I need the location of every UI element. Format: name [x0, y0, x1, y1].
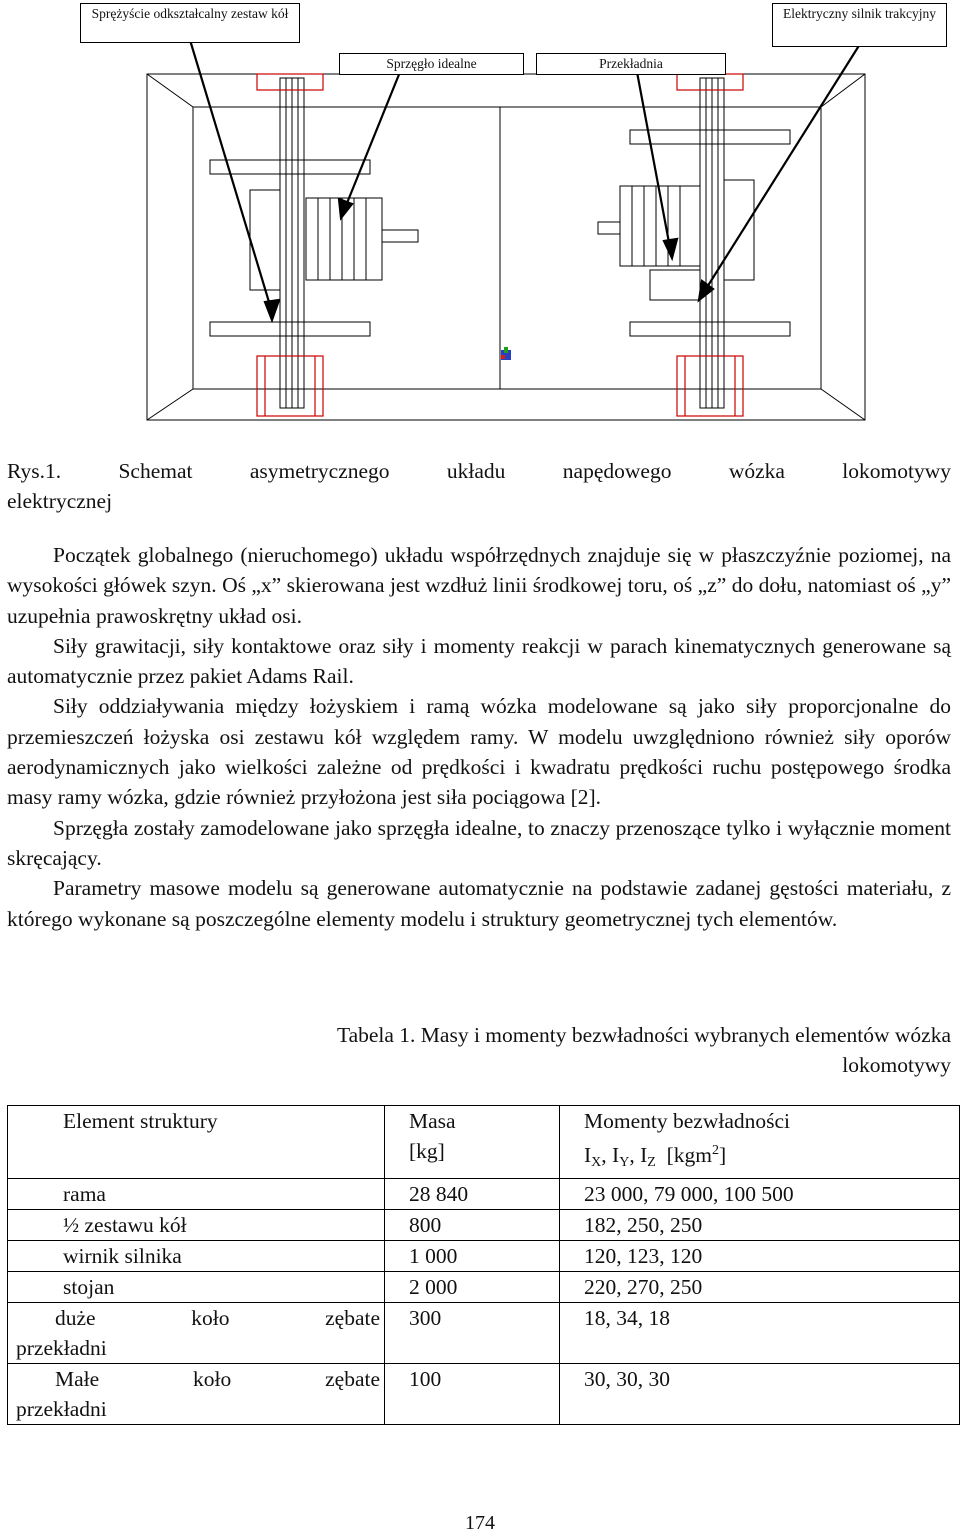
cell-element-cont: przekładni — [16, 1397, 107, 1421]
cell-element: duże koło zębate — [55, 1306, 380, 1330]
table-caption-line2: lokomotywy — [842, 1053, 951, 1077]
cell-mass: 800 — [385, 1210, 560, 1241]
coordinate-origin-icon — [501, 347, 511, 360]
table-row — [8, 1272, 960, 1303]
callout-coupling: Sprzęgło idealne — [339, 53, 524, 75]
paragraph-bearing-forces: Siły oddziaływania między łożyskiem i ramą wózka modelowane są jako siły proporcjonalne do przemieszczeń łożyska osi zestawu kół względem ramy. W modelu uwzględniono również siły oporów aerodynamicznych jako wielkości zależne od prędkości i kwadratu prędkości ruchu postępowego środka masy ramy wózka, gdzie również przyłożona jest siła pociągowa [2]. — [7, 694, 951, 810]
cell-element: stojan — [63, 1275, 115, 1299]
paragraph-forces: Siły grawitacji, siły kontaktowe oraz siły i momenty reakcji w parach kinematycznych generowane są automatycznie przez pakiet Adams Rail. — [7, 633, 951, 689]
cell-element: ½ zestawu kół — [63, 1213, 187, 1237]
cell-moments: 30, 30, 30 — [560, 1364, 960, 1425]
table-caption-line1: Tabela 1. Masy i momenty bezwładności wybranych elementów wózka — [336, 1023, 951, 1047]
table-row — [8, 1210, 960, 1241]
cell-moments: 182, 250, 250 — [560, 1210, 960, 1241]
header-moments-unit: $I_X$, $I_Y$, $I_Z$ [kgm$^2$] — [584, 1143, 727, 1170]
paragraph-coordinate-system: Początek globalnego (nieruchomego) układu współrzędnych znajduje się w płaszczyźnie poziomej, na wysokości główek szyn. Oś „x” skierowana jest wzdłuż linii środkowej toru, oś „z” do dołu, natomiast oś „y” uzupełnia prawoskrętny układ osi. — [7, 543, 951, 628]
callout-wheelset: Sprężyście odkształcalny zestaw kół — [80, 3, 300, 43]
cell-mass: 300 — [385, 1303, 560, 1364]
header-moments: Momenty bezwładności — [584, 1109, 790, 1133]
page-number: 174 — [465, 1512, 495, 1534]
cell-mass: 100 — [385, 1364, 560, 1425]
mass-inertia-table — [7, 1105, 960, 1425]
paragraph-couplings: Sprzęgła zostały zamodelowane jako sprzęgła idealne, to znaczy przenoszące tylko i wyłącznie moment skręcający. — [7, 815, 951, 870]
cell-moments: 23 000, 79 000, 100 500 — [560, 1179, 960, 1210]
cell-element: wirnik silnika — [63, 1244, 182, 1268]
callout-gear: Przekładnia — [536, 53, 726, 75]
cell-element: Małe koło zębate — [55, 1367, 380, 1391]
cell-element: rama — [63, 1182, 106, 1206]
cell-mass: 2 000 — [385, 1272, 560, 1303]
table-caption — [190, 1020, 951, 1080]
table-header-row — [8, 1106, 960, 1179]
cell-mass: 1 000 — [385, 1241, 560, 1272]
table-row — [8, 1179, 960, 1210]
header-mass: Masa — [409, 1109, 456, 1133]
cell-moments: 120, 123, 120 — [560, 1241, 960, 1272]
table-row — [8, 1241, 960, 1272]
figure-caption: Rys.1. Schemat asymetrycznego układu napędowego wózka lokomotywy — [7, 459, 951, 483]
body-text — [7, 540, 951, 934]
table-row — [8, 1303, 960, 1364]
paragraph-mass-parameters: Parametry masowe modelu są generowane automatycznie na podstawie zadanej gęstości materiału, z którego wykonane są poszczególne elementy modelu i struktury geometrycznej tych elementów. — [7, 876, 951, 931]
cell-moments: 220, 270, 250 — [560, 1272, 960, 1303]
cell-mass: 28 840 — [385, 1179, 560, 1210]
cell-element-cont: przekładni — [16, 1336, 107, 1360]
table-row — [8, 1364, 960, 1425]
header-mass-unit: [kg] — [409, 1139, 445, 1163]
figure-caption-continued: elektrycznej — [7, 489, 113, 513]
cell-moments: 18, 34, 18 — [560, 1303, 960, 1364]
figure-bogie-schematic — [0, 0, 960, 440]
header-element: Element struktury — [63, 1109, 218, 1133]
callout-motor: Elektryczny silnik trakcyjny — [772, 3, 947, 47]
